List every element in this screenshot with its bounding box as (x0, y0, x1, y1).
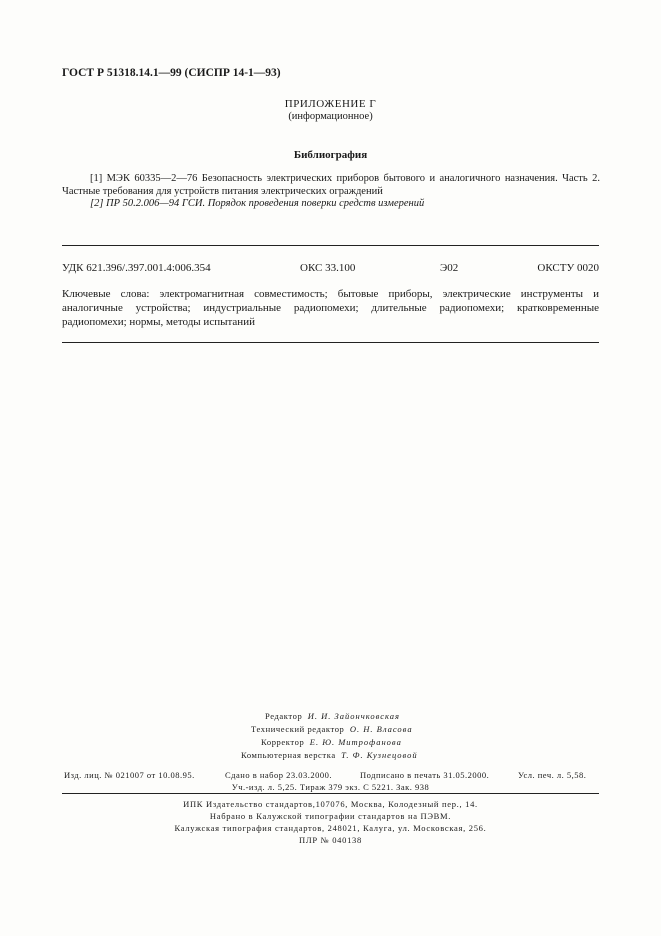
publisher-line: Калужская типография стандартов, 248021, Калуга, ул. Московская, 256. (174, 823, 487, 833)
credit-layout (241, 750, 418, 760)
credit-tech-editor (251, 724, 413, 734)
bibliography-entry: [2] ПР 50.2.006—94 ГСИ. Порядок проведения поверки средств измерений (90, 198, 425, 209)
publisher-line: Набрано в Калужской типографии стандартов на ПЭВМ. (209, 811, 452, 821)
credit-name: И. И. Зайончковская (307, 711, 400, 721)
imprint-signed: Подписано в печать 31.05.2000. (360, 770, 490, 780)
credit-editor (265, 711, 400, 721)
credit-name: Т. Ф. Кузнецовой (341, 750, 418, 760)
imprint-sheets: Усл. печ. л. 5,58. (518, 770, 587, 780)
appendix-subtitle: (информационное) (288, 111, 373, 122)
credit-name: О. Н. Власова (349, 724, 413, 734)
bibliography-entry: [1] МЭК 60335—2—76 Безопасность электрических приборов бытового и аналогичного назначения. Часть 2. Частные требования для устройств питания электрических ограждений (62, 173, 600, 197)
udk-code: УДК 621.396/.397.001.4:006.354 (62, 262, 211, 274)
imprint-license: Изд. лиц. № 021007 от 10.08.95. (64, 770, 195, 780)
credit-role: Компьютерная верстка (241, 750, 336, 760)
divider (62, 342, 599, 343)
credit-name: Е. Ю. Митрофанова (309, 737, 402, 747)
oks-code: ОКС 33.100 (300, 262, 356, 274)
credit-role: Редактор (265, 711, 303, 721)
publisher-line: ПЛР № 040138 (299, 835, 362, 845)
e-code: Э02 (440, 262, 459, 274)
divider (62, 793, 599, 794)
imprint-print-run: Уч.-изд. л. 5,25. Тираж 379 экз. С 5221. Зак. 938 (231, 782, 430, 792)
divider (62, 245, 599, 246)
document-header: ГОСТ Р 51318.14.1—99 (СИСПР 14-1—93) (62, 67, 281, 79)
credit-role: Технический редактор (251, 724, 345, 734)
imprint-submitted: Сдано в набор 23.03.2000. (225, 770, 332, 780)
credit-corrector (261, 737, 402, 747)
publisher-line: ИПК Издательство стандартов,107076, Москва, Колодезный пер., 14. (183, 799, 478, 809)
keywords: Ключевые слова: электромагнитная совместимость; бытовые приборы, электрические инструменты и аналогичные устройства; индустриальные радиопомехи; длительные радиопомехи; кратковременные радиопомехи; нормы, методы испытаний (62, 288, 599, 328)
okstu-code: ОКСТУ 0020 (537, 262, 599, 274)
bibliography-title: Библиография (293, 149, 368, 161)
credit-role: Корректор (261, 737, 305, 747)
appendix-title: ПРИЛОЖЕНИЕ Г (284, 98, 377, 110)
